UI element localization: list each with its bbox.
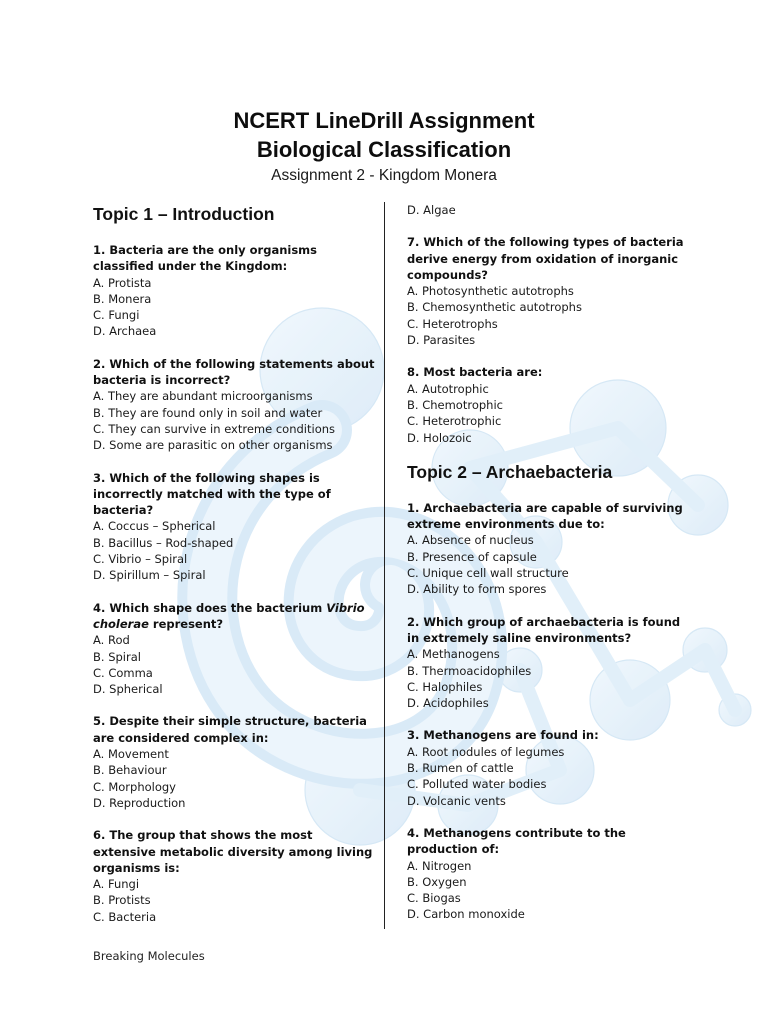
option: A. Methanogens [407,647,500,662]
left-column [93,202,379,925]
right-column [407,202,693,923]
question-block [407,234,693,348]
option: D. Some are parasitic on other organisms [93,438,333,453]
option: D. Volcanic vents [407,793,506,808]
question-text-part: represent? [148,616,224,631]
question-block [93,470,379,584]
page-title-line-1: NCERT LineDrill Assignment [233,108,535,133]
option: B. Chemotrophic [407,397,503,412]
question-block [93,827,379,925]
question-text: 1. Bacteria are the only organisms classified under the Kingdom: [93,243,318,274]
question-text: 5. Despite their simple structure, bacteria are considered complex in: [93,714,367,745]
question-block [407,364,693,445]
option: B. Rumen of cattle [407,761,514,776]
option: A. Protista [93,275,152,290]
option: A. Nitrogen [407,858,472,873]
option: A. Movement [93,747,169,762]
option: B. Bacillus – Rod-shaped [93,535,234,550]
option: D. Holozoic [407,430,472,445]
option: B. Oxygen [407,874,467,889]
option: C. They can survive in extreme conditions [93,421,336,436]
option: A. Rod [93,633,130,648]
option: A. Autotrophic [407,381,489,396]
option: B. Behaviour [93,763,167,778]
option: A. Root nodules of legumes [407,744,565,759]
question-block [407,500,693,598]
question-text: 1. Archaebacteria are capable of surviving extreme environments due to: [407,500,683,532]
option: D. Parasites [407,333,476,348]
option: D. Spherical [93,682,163,697]
question-text-part: 4. Which shape does the bacterium [93,600,327,615]
page-header [0,106,768,187]
topic-1-heading: Topic 1 – Introduction [93,204,275,224]
option: B. Chemosynthetic autotrophs [407,300,582,315]
option: D. Reproduction [93,795,186,810]
option: A. Photosynthetic autotrophs [407,284,574,299]
option: A. Fungi [93,877,140,892]
footer-brand: Breaking Molecules [93,949,205,963]
topic-2-heading: Topic 2 – Archaebacteria [407,461,613,482]
question-block [93,356,379,454]
option: C. Bacteria [93,909,157,924]
option: C. Heterotrophic [407,414,502,429]
option: D. Ability to form spores [407,582,547,597]
option: C. Morphology [93,779,176,794]
question-text: 4. Methanogens contribute to the production of: [407,825,626,857]
question-block [93,600,379,698]
question-block [407,825,693,923]
question-block [407,614,693,712]
option: A. Absence of nucleus [407,533,534,548]
question-text: 2. Which group of archaebacteria is found in extremely saline environments? [407,614,681,645]
question-text: 7. Which of the following types of bacteria derive energy from oxidation of inorganic compounds? [407,235,684,282]
option: B. Spiral [93,649,141,664]
option: C. Fungi [93,308,140,323]
option: C. Polluted water bodies [407,777,547,792]
option: A. They are abundant microorganisms [93,389,313,404]
option: D. Acidophiles [407,696,489,711]
option: C. Comma [93,665,153,680]
option: B. Presence of capsule [407,549,537,564]
question-text: 8. Most bacteria are: [407,365,543,380]
question-text: 2. Which of the following statements about bacteria is incorrect? [93,356,375,388]
question-block [93,242,379,340]
option: D. Archaea [93,324,157,339]
species-name: Vibrio cholerae [93,600,365,631]
option: C. Halophiles [407,679,483,694]
option: C. Biogas [407,891,461,906]
question-text [93,600,379,633]
option: B. They are found only in soil and water [93,405,323,420]
question-text: 3. Methanogens are found in: [407,728,599,743]
option: B. Thermoacidophiles [407,663,532,678]
option: D. Carbon monoxide [407,907,525,922]
option-carryover: D. Algae [407,203,456,217]
page-subtitle: Assignment 2 - Kingdom Monera [271,167,497,184]
page-title-line-2: Biological Classification [256,137,512,162]
option: B. Monera [93,291,152,306]
question-text: 6. The group that shows the most extensive metabolic diversity among living organisms is: [93,828,373,875]
option: B. Protists [93,893,151,908]
question-text: 3. Which of the following shapes is incorrectly matched with the type of bacteria? [93,470,331,518]
column-divider [384,202,385,929]
option: D. Spirillum – Spiral [93,568,206,583]
option: C. Heterotrophs [407,316,498,331]
option: C. Vibrio – Spiral [93,552,188,567]
question-block [407,727,693,808]
question-block [93,713,379,811]
option: C. Unique cell wall structure [407,566,569,581]
option: A. Coccus – Spherical [93,519,216,534]
